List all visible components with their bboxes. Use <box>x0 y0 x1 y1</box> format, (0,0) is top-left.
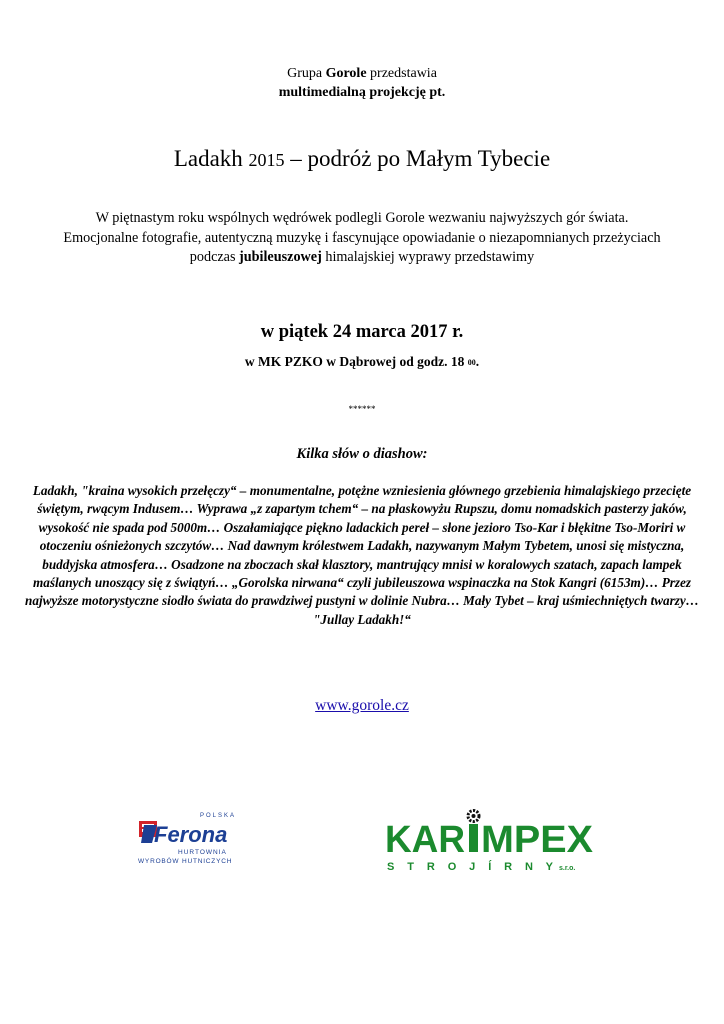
group-name: Gorole <box>325 66 367 81</box>
gear-icon <box>468 811 479 853</box>
ferona-name: Ferona <box>154 822 228 847</box>
section-subtitle: Kilka słów o diashow: <box>296 446 428 462</box>
description-emphasis: jubileuszowej <box>239 249 322 265</box>
story-paragraph <box>20 482 704 629</box>
karimpex-name-b: MPEX <box>481 819 594 861</box>
document-title: Ladakh 2015 – podróż po Małym Tybecie <box>173 146 551 171</box>
ferona-line-2: WYROBÓW HUTNICZYCH <box>138 858 233 865</box>
ferona-line-1: HURTOWNIA <box>178 849 227 856</box>
intro-line-2: multimedialną projekcję pt. <box>278 85 446 100</box>
karimpex-suffix: s.r.o. <box>559 865 576 872</box>
karimpex-sub: S T R O J Í R N Y <box>387 861 553 873</box>
event-date: w piątek 24 marca 2017 r. <box>260 322 464 342</box>
story-closing: "Jullay Ladakh!“ <box>313 611 411 627</box>
event-venue: w MK PZKO w Dąbrowej od godz. 18 $^{00}$. <box>244 354 480 369</box>
title-year: 2015 <box>248 150 285 170</box>
karimpex-name-a: KAR <box>385 819 465 861</box>
story-text: Ladakh, "kraina wysokich przełęczy“ – monumentalne, potężne wzniesienia głównego grzebienia himalajskiego przecięte świętym, rwącym Indusem… Wyprawa „z zapartym tchem“ – na płaskowyżu Rupszu, domu nomadskich pasterzy jaków, wysokość nie spada pod 5000m… Oszałamiające piękno ladackich pereł – słone jezioro Tso-Kar i błękitne Tso-Moriri w otoczeniu ośnieżonych szczytów… Nad dawnym królestwem Ladakh, nazywanym Małym Tybetem, unosi się mistyczna, buddyjska atmosfera… Osadzone na zboczach skał klasztory, mantrujący mnisi w koralowych szatach, zapach lampek maślanych unoszący się z świątyń… „Gorolska nirwana“ czyli jubileuszowa wspinaczka na Stok Kangri (6153m)… Przez najwyższe motorystyczne siodło świata do prawdziwej pustyni w dolinie Nubra… Mały Tybet – kraj uśmiechniętych twarzy… <box>25 483 699 609</box>
website-link[interactable]: www.gorole.cz <box>315 697 409 714</box>
separator: ****** <box>348 404 376 414</box>
venue-minutes: 00 <box>467 358 476 367</box>
intro-line-1: Grupa Gorole przedstawia <box>287 66 437 81</box>
ferona-top: POLSKA <box>200 813 237 819</box>
karimpex-logo <box>383 808 595 874</box>
intro-text <box>0 64 724 102</box>
ferona-logo <box>138 808 258 870</box>
description-paragraph: W piętnastym roku wspólnych wędrówek podlegli Gorole wezwaniu najwyższych gór świata. Emocjonalne fotografie, autentyczną muzykę i fascynujące opowiadanie o niezapomnianych przeżyciach podczas jubileuszowej himalajskiej wyprawy przedstawimy <box>63 210 661 265</box>
website <box>0 695 724 717</box>
